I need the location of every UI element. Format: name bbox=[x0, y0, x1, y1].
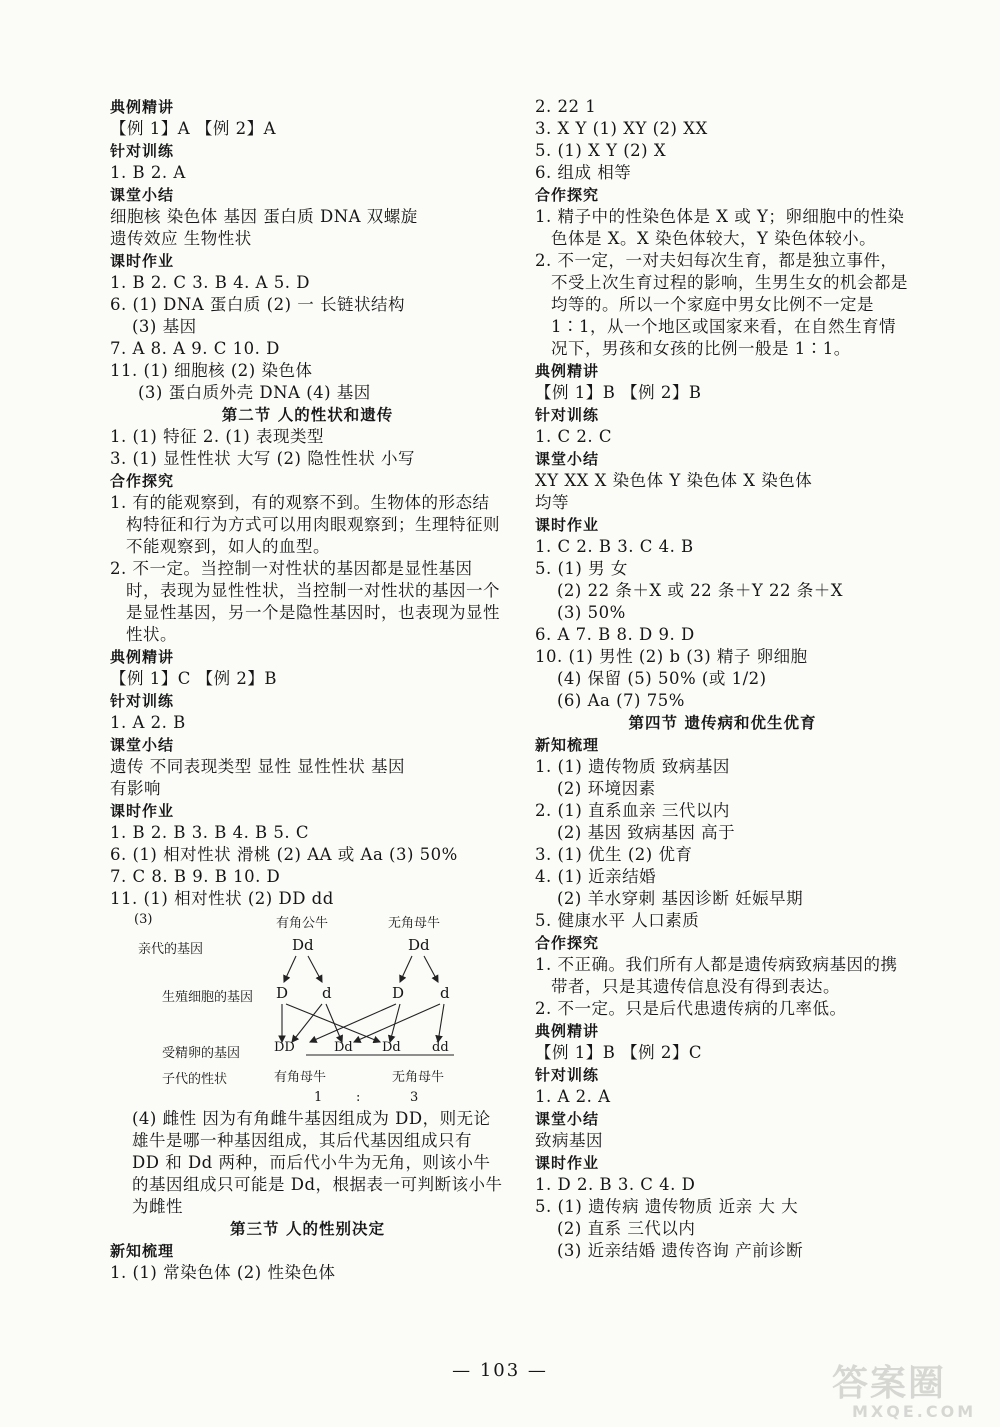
answer-line: 【例 1】C 【例 2】B bbox=[110, 669, 277, 688]
heading-summary: 课堂小结 bbox=[535, 450, 600, 468]
right-column bbox=[535, 96, 910, 1262]
ratio-value: 1 bbox=[314, 1090, 323, 1105]
zygote-genotype: dd bbox=[432, 1040, 449, 1055]
heading-homework: 课时作业 bbox=[535, 1154, 600, 1172]
answer-line: 1. D 2. B 3. C 4. D bbox=[535, 1175, 696, 1194]
answer-line: 1. C 2. C bbox=[535, 427, 612, 446]
answer-line: 【例 1】B 【例 2】C bbox=[535, 1043, 702, 1062]
offspring-trait: 有角母牛 bbox=[274, 1070, 327, 1085]
gamete-gene: D bbox=[276, 984, 289, 1002]
parent-genotype: Dd bbox=[292, 936, 314, 954]
answer-line: (2) 直系 三代以内 bbox=[557, 1219, 696, 1238]
answer-paragraph: 1. 精子中的性染色体是 X 或 Y；卵细胞中的性染色体是 X。X 染色体较大，Y 染色体较小。 bbox=[535, 207, 905, 248]
answer-line: 有影响 bbox=[110, 779, 161, 798]
gamete-gene: D bbox=[392, 984, 405, 1002]
answer-line: 11. (1) 细胞核 (2) 染色体 bbox=[110, 361, 313, 380]
answer-line: 1. C 2. B 3. C 4. B bbox=[535, 537, 694, 556]
answer-line: 2. (1) 直系血亲 三代以内 bbox=[535, 801, 730, 820]
answer-line: 7. A 8. A 9. C 10. D bbox=[110, 339, 280, 358]
parent-male-label: 有角公牛 bbox=[276, 916, 329, 931]
answer-line: XY XX X 染色体 Y 染色体 X 染色体 bbox=[535, 471, 813, 490]
answer-line: 均等 bbox=[535, 493, 569, 512]
answer-line: 3. (1) 显性性状 大写 (2) 隐性性状 小写 bbox=[110, 449, 415, 468]
cross-number: (3) bbox=[134, 912, 153, 927]
row-label-offspring-traits: 子代的性状 bbox=[162, 1072, 228, 1087]
answer-line: 11. (1) 相对性状 (2) DD dd bbox=[110, 889, 334, 908]
answer-line: 遗传效应 生物性状 bbox=[110, 229, 252, 248]
answer-paragraph: 2. 不一定，一对夫妇每次生育，都是独立事件，不受上次生育过程的影响，生男生女的机会都是均等的。所以一个家庭中男女比例不一定是 1∶1，从一个地区或国家来看，在自然生育情况下，男孩和女孩的比例一般是 1∶1。 bbox=[535, 251, 908, 358]
heading-examples: 典例精讲 bbox=[110, 98, 175, 116]
answer-line: (2) 22 条＋X 或 22 条＋Y 22 条＋X bbox=[557, 581, 843, 600]
answer-line: 1. B 2. C 3. B 4. A 5. D bbox=[110, 273, 310, 292]
heading-new-knowledge: 新知梳理 bbox=[110, 1242, 175, 1260]
answer-paragraph: 1. 有的能观察到，有的观察不到。生物体的形态结构特征和行为方式可以用肉眼观察到；生理特征则不能观察到，如人的血型。 bbox=[110, 493, 500, 556]
answer-line: 5. 健康水平 人口素质 bbox=[535, 911, 700, 930]
answer-line: (3) 近亲结婚 遗传咨询 产前诊断 bbox=[557, 1241, 804, 1260]
heading-homework: 课时作业 bbox=[110, 802, 175, 820]
answer-paragraph: 2. 不一定。当控制一对性状的基因都是显性基因时，表现为显性性状，当控制一对性状的基因一个是显性基因，另一个是隐性基因时，也表现为显性性状。 bbox=[110, 559, 500, 644]
zygote-genotype: Dd bbox=[382, 1040, 401, 1055]
answer-paragraph: (4) 雌性 因为有角雌牛基因组成为 DD，则无论雄牛是哪一种基因组成，其后代基因组成只有 DD 和 Dd 两种，而后代小牛为无角，则该小牛的基因组成只可能是 Dd，根据表一可判断该小牛为雌性 bbox=[132, 1109, 503, 1216]
heading-training: 针对训练 bbox=[535, 406, 600, 424]
heading-training: 针对训练 bbox=[110, 142, 175, 160]
answer-line: 1. A 2. B bbox=[110, 713, 186, 732]
answer-line: 5. (1) X Y (2) X bbox=[535, 141, 667, 160]
answer-line: 遗传 不同表现类型 显性 显性性状 基因 bbox=[110, 757, 405, 776]
answer-line: (3) 50% bbox=[557, 603, 626, 622]
parent-genotype: Dd bbox=[408, 936, 430, 954]
heading-inquiry: 合作探究 bbox=[535, 186, 600, 204]
section-title: 第二节 人的性状和遗传 bbox=[221, 406, 394, 424]
heading-summary: 课堂小结 bbox=[535, 1110, 600, 1128]
answer-line: 3. (1) 优生 (2) 优育 bbox=[535, 845, 693, 864]
answer-line: (3) 基因 bbox=[132, 317, 197, 336]
answer-line: (2) 羊水穿刺 基因诊断 妊娠早期 bbox=[557, 889, 804, 908]
ratio-colon: : bbox=[356, 1090, 361, 1105]
heading-new-knowledge: 新知梳理 bbox=[535, 736, 600, 754]
answer-line: 6. (1) 相对性状 滑桃 (2) AA 或 Aa (3) 50% bbox=[110, 845, 458, 864]
answer-line: 1. (1) 遗传物质 致病基因 bbox=[535, 757, 730, 776]
watermark-url: MXQE.COM bbox=[852, 1402, 977, 1421]
answer-line: 【例 1】B 【例 2】B bbox=[535, 383, 702, 402]
heading-examples: 典例精讲 bbox=[535, 1022, 600, 1040]
heading-examples: 典例精讲 bbox=[110, 648, 175, 666]
section-title: 第四节 遗传病和优生优育 bbox=[628, 714, 817, 732]
heading-inquiry: 合作探究 bbox=[110, 472, 175, 490]
answer-line: (2) 环境因素 bbox=[557, 779, 656, 798]
heading-homework: 课时作业 bbox=[535, 516, 600, 534]
answer-line: 细胞核 染色体 基因 蛋白质 DNA 双螺旋 bbox=[110, 207, 418, 226]
answer-line: 【例 1】A 【例 2】A bbox=[110, 119, 277, 138]
answer-line: 4. (1) 近亲结婚 bbox=[535, 867, 657, 886]
answer-line: 6. (1) DNA 蛋白质 (2) 一 长链状结构 bbox=[110, 295, 406, 314]
answer-line: 5. (1) 男 女 bbox=[535, 559, 628, 578]
heading-training: 针对训练 bbox=[110, 692, 175, 710]
heading-inquiry: 合作探究 bbox=[535, 934, 600, 952]
genetic-cross-diagram bbox=[110, 912, 505, 1108]
row-label-gamete-genes: 生殖细胞的基因 bbox=[162, 990, 254, 1005]
watermark-text: 答案圈 bbox=[832, 1363, 947, 1404]
answer-line: 6. A 7. B 8. D 9. D bbox=[535, 625, 695, 644]
zygote-genotype: DD bbox=[274, 1040, 295, 1055]
answer-line: (4) 保留 (5) 50% (或 1/2) bbox=[557, 669, 767, 688]
page-number: — 103 — bbox=[452, 1360, 548, 1381]
row-label-parent-genes: 亲代的基因 bbox=[138, 942, 204, 957]
answer-line: 1. B 2. B 3. B 4. B 5. C bbox=[110, 823, 310, 842]
answer-line: 10. (1) 男性 (2) b (3) 精子 卵细胞 bbox=[535, 647, 808, 666]
answer-line: 1. B 2. A bbox=[110, 163, 186, 182]
offspring-trait: 无角母牛 bbox=[392, 1070, 445, 1085]
section-title: 第三节 人的性别决定 bbox=[230, 1220, 385, 1238]
gamete-gene: d bbox=[322, 984, 332, 1002]
answer-paragraph: 1. 不正确。我们所有人都是遗传病致病基因的携带者，只是其遗传信息没有得到表达。 bbox=[535, 955, 898, 996]
heading-summary: 课堂小结 bbox=[110, 736, 175, 754]
watermark-logo bbox=[832, 1355, 982, 1419]
answer-line: (3) 蛋白质外壳 DNA (4) 基因 bbox=[138, 383, 371, 402]
answer-line: 5. (1) 遗传病 遗传物质 近亲 大 大 bbox=[535, 1197, 799, 1216]
answer-paragraph: 2. 不一定。只是后代患遗传病的几率低。 bbox=[535, 999, 847, 1018]
answer-line: 3. X Y (1) XY (2) XX bbox=[535, 119, 708, 138]
row-label-zygote-genes: 受精卵的基因 bbox=[162, 1046, 241, 1061]
answer-line: 致病基因 bbox=[535, 1131, 603, 1150]
answer-line: (2) 基因 致病基因 高于 bbox=[557, 823, 736, 842]
answer-line: 1. (1) 常染色体 (2) 性染色体 bbox=[110, 1263, 336, 1282]
zygote-genotype: Dd bbox=[334, 1040, 353, 1055]
answer-line: 1. A 2. A bbox=[535, 1087, 611, 1106]
answer-line: 7. C 8. B 9. B 10. D bbox=[110, 867, 281, 886]
left-column bbox=[110, 96, 505, 1284]
answer-line: (6) Aa (7) 75% bbox=[557, 691, 685, 710]
answer-line: 2. 22 1 bbox=[535, 97, 597, 116]
ratio-value: 3 bbox=[410, 1090, 419, 1105]
heading-training: 针对训练 bbox=[535, 1066, 600, 1084]
gamete-gene: d bbox=[440, 984, 450, 1002]
heading-summary: 课堂小结 bbox=[110, 186, 175, 204]
answer-line: 6. 组成 相等 bbox=[535, 163, 632, 182]
parent-female-label: 无角母牛 bbox=[388, 916, 441, 931]
answer-line: 1. (1) 特征 2. (1) 表现类型 bbox=[110, 427, 324, 446]
heading-examples: 典例精讲 bbox=[535, 362, 600, 380]
heading-homework: 课时作业 bbox=[110, 252, 175, 270]
